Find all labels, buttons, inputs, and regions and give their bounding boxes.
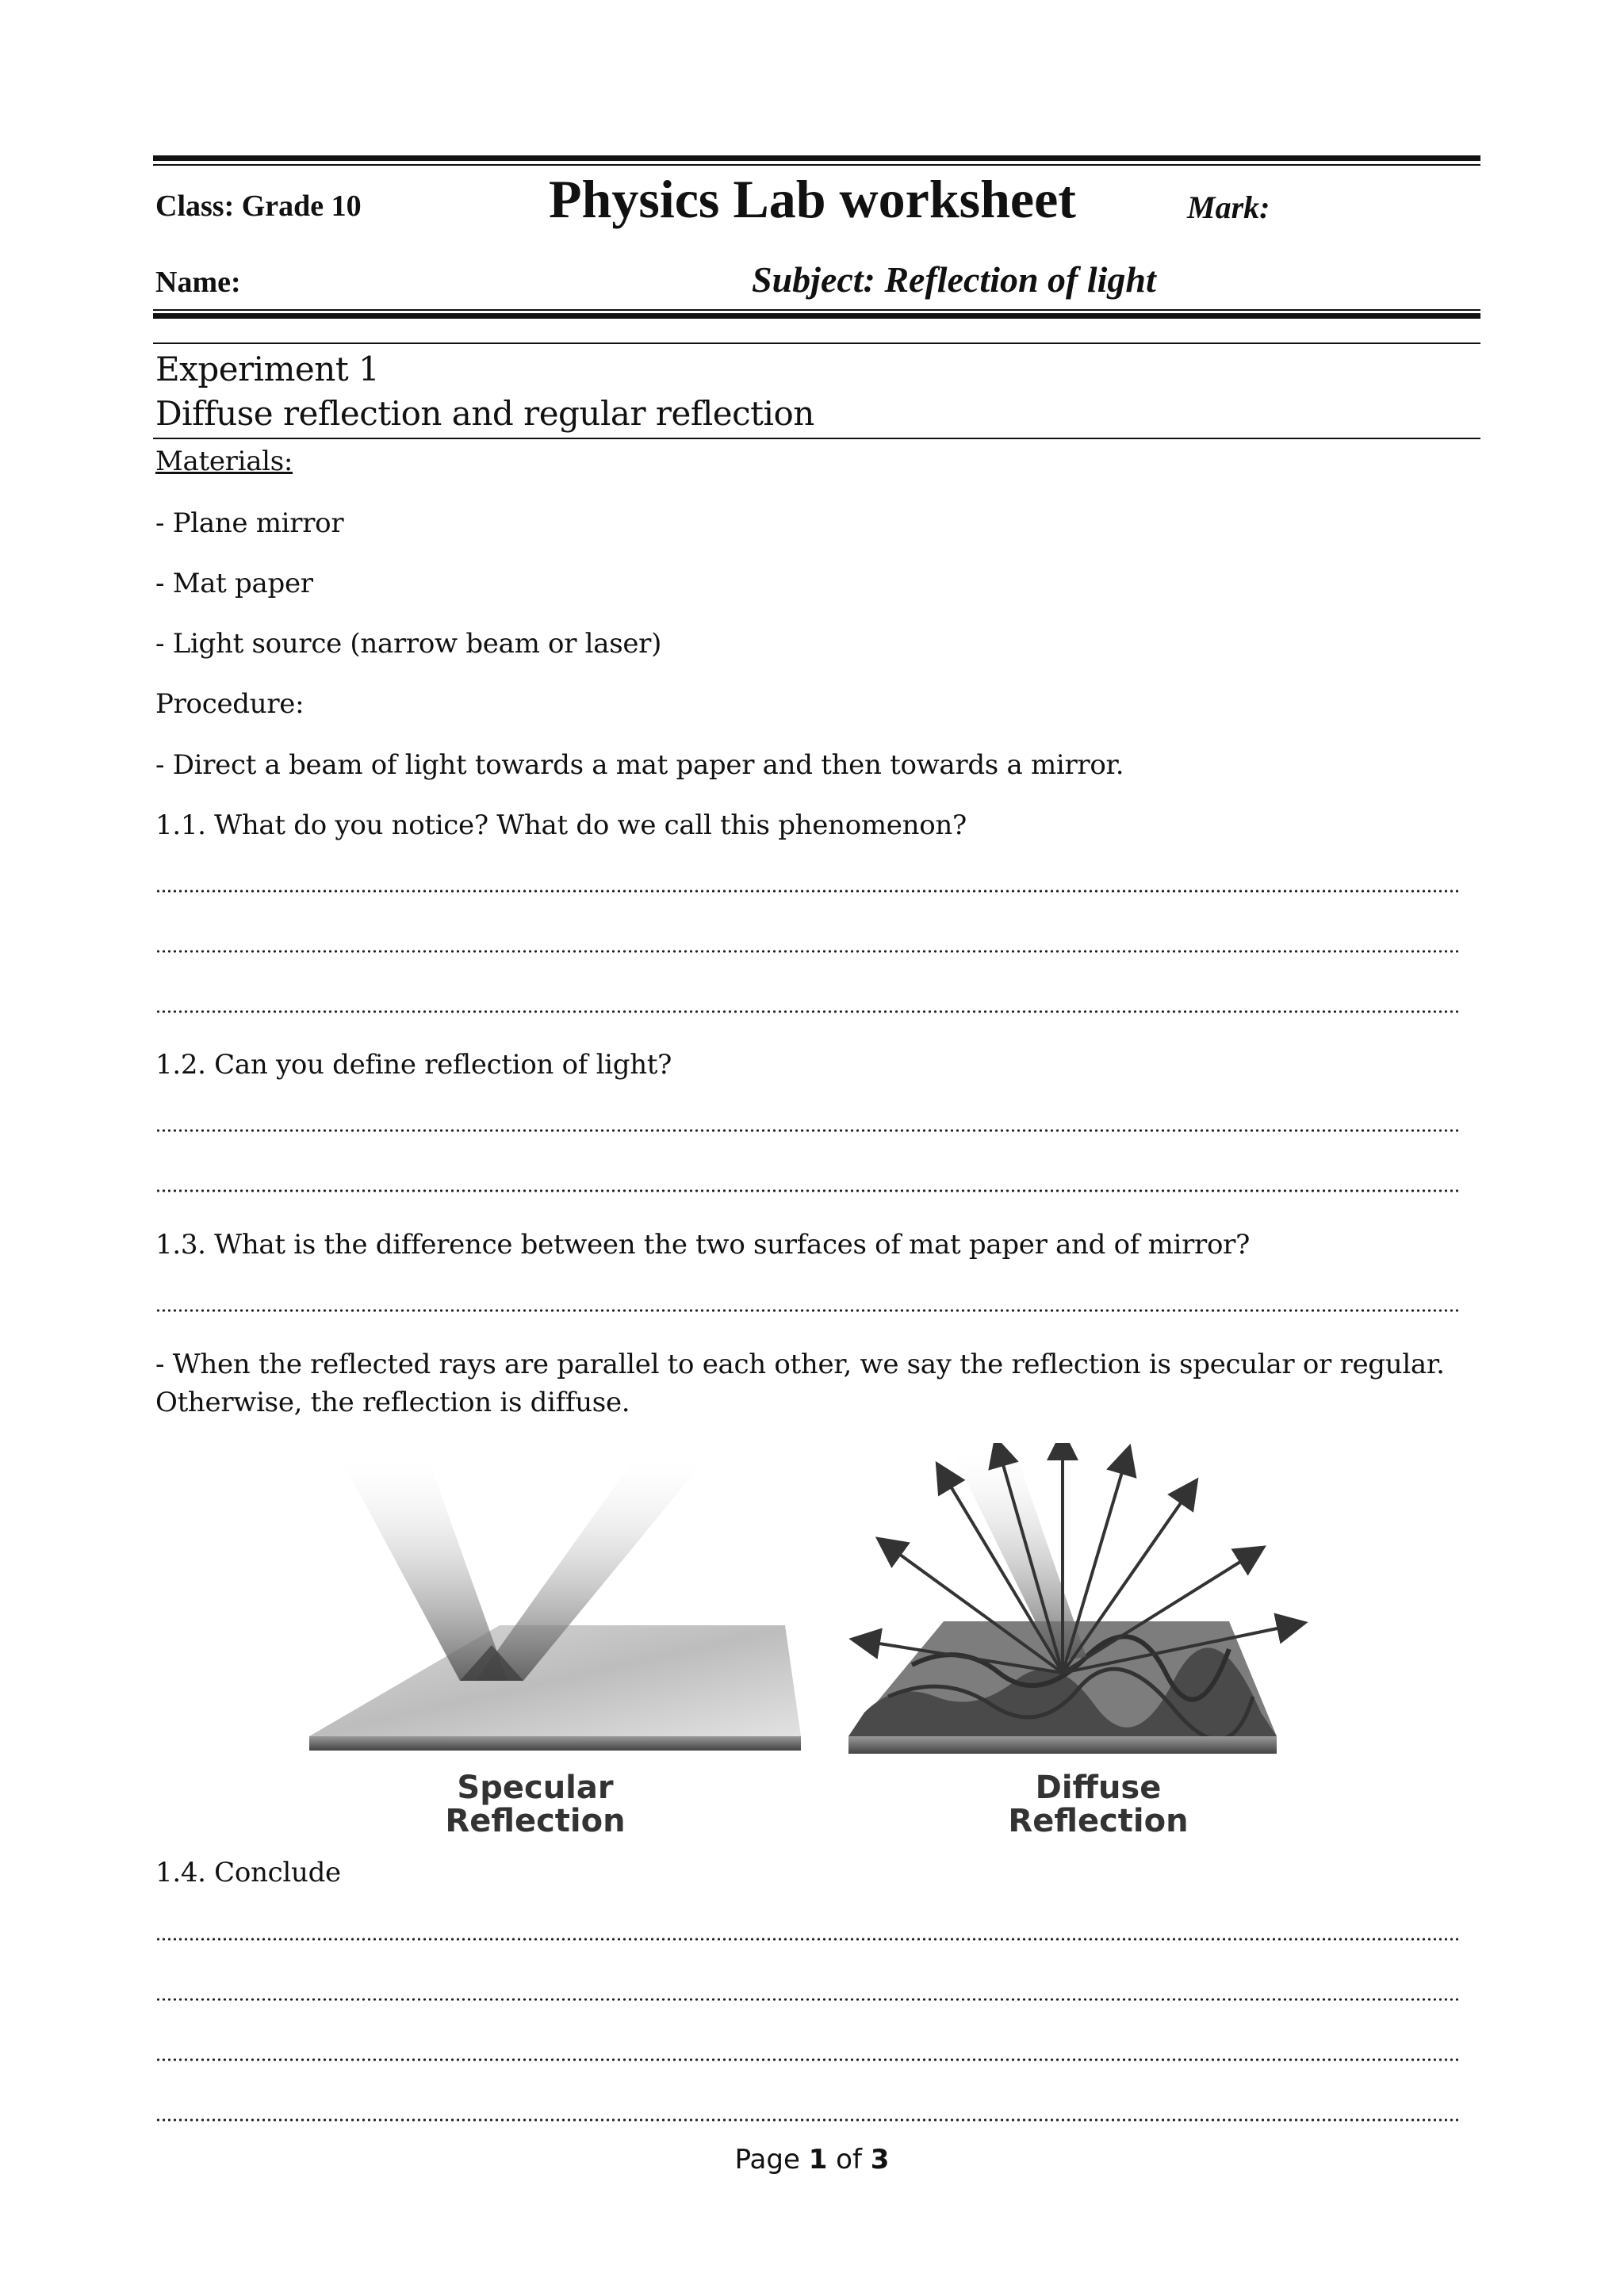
page-title: Physics Lab worksheet bbox=[549, 169, 1076, 229]
header-top-rule-thick bbox=[153, 155, 1480, 161]
header-bottom-rule-thick bbox=[153, 313, 1480, 319]
question-1-1: 1.1. What do you notice? What do we call this phenomenon? bbox=[155, 809, 967, 841]
specular-label-line1: Specular bbox=[457, 1770, 614, 1806]
header-bottom-rule-thin bbox=[153, 309, 1480, 311]
page-prefix: Page bbox=[734, 2144, 809, 2175]
answer-line[interactable] bbox=[155, 1934, 1459, 1944]
header-top-rule-thin bbox=[153, 164, 1480, 166]
diffuse-label-line2: Reflection bbox=[1008, 1803, 1189, 1839]
answer-line[interactable] bbox=[155, 886, 1459, 896]
diffuse-label-line1: Diffuse bbox=[1035, 1770, 1162, 1806]
material-item: - Mat paper bbox=[155, 568, 313, 599]
diffuse-reflection-illustration bbox=[848, 1445, 1293, 1754]
question-1-4: 1.4. Conclude bbox=[155, 1857, 341, 1888]
answer-line[interactable] bbox=[155, 1306, 1459, 1315]
class-label: Class: Grade 10 bbox=[155, 189, 362, 223]
materials-heading: Materials: bbox=[155, 446, 293, 477]
question-1-3: 1.3. What is the difference between the two surfaces of mat paper and of mirror? bbox=[155, 1229, 1251, 1261]
mark-label: Mark: bbox=[1187, 189, 1270, 225]
procedure-step: - Direct a beam of light towards a mat paper and then towards a mirror. bbox=[155, 749, 1124, 781]
page-number bbox=[0, 2144, 1624, 2175]
reflection-figure bbox=[262, 1443, 1372, 1855]
answer-line[interactable] bbox=[155, 1186, 1459, 1196]
experiment-number: Experiment 1 bbox=[155, 350, 380, 388]
experiment-bottom-rule bbox=[153, 438, 1480, 439]
experiment-top-rule bbox=[153, 342, 1480, 344]
question-1-2: 1.2. Can you define reflection of light? bbox=[155, 1049, 672, 1081]
name-label: Name: bbox=[155, 266, 241, 299]
page-current: 1 bbox=[808, 2144, 828, 2175]
material-item: - Light source (narrow beam or laser) bbox=[155, 628, 662, 660]
specular-label-line2: Reflection bbox=[445, 1803, 626, 1839]
experiment-title: Diffuse reflection and regular reflection bbox=[155, 394, 814, 433]
specular-reflection-illustration bbox=[309, 1459, 801, 1751]
subject-label: Subject: Reflection of light bbox=[752, 259, 1156, 300]
note-line-2: Otherwise, the reflection is diffuse. bbox=[155, 1387, 630, 1418]
material-item: - Plane mirror bbox=[155, 507, 344, 539]
answer-line[interactable] bbox=[155, 1995, 1459, 2004]
answer-line[interactable] bbox=[155, 2115, 1459, 2125]
answer-line[interactable] bbox=[155, 1007, 1459, 1016]
answer-line[interactable] bbox=[155, 2055, 1459, 2064]
page-total: 3 bbox=[870, 2144, 890, 2175]
answer-line[interactable] bbox=[155, 1126, 1459, 1135]
answer-line[interactable] bbox=[155, 947, 1459, 956]
procedure-heading: Procedure: bbox=[155, 688, 304, 720]
note-line-1: - When the reflected rays are parallel to each other, we say the reflection is specular or regular. bbox=[155, 1349, 1445, 1380]
page-mid: of bbox=[827, 2144, 871, 2175]
